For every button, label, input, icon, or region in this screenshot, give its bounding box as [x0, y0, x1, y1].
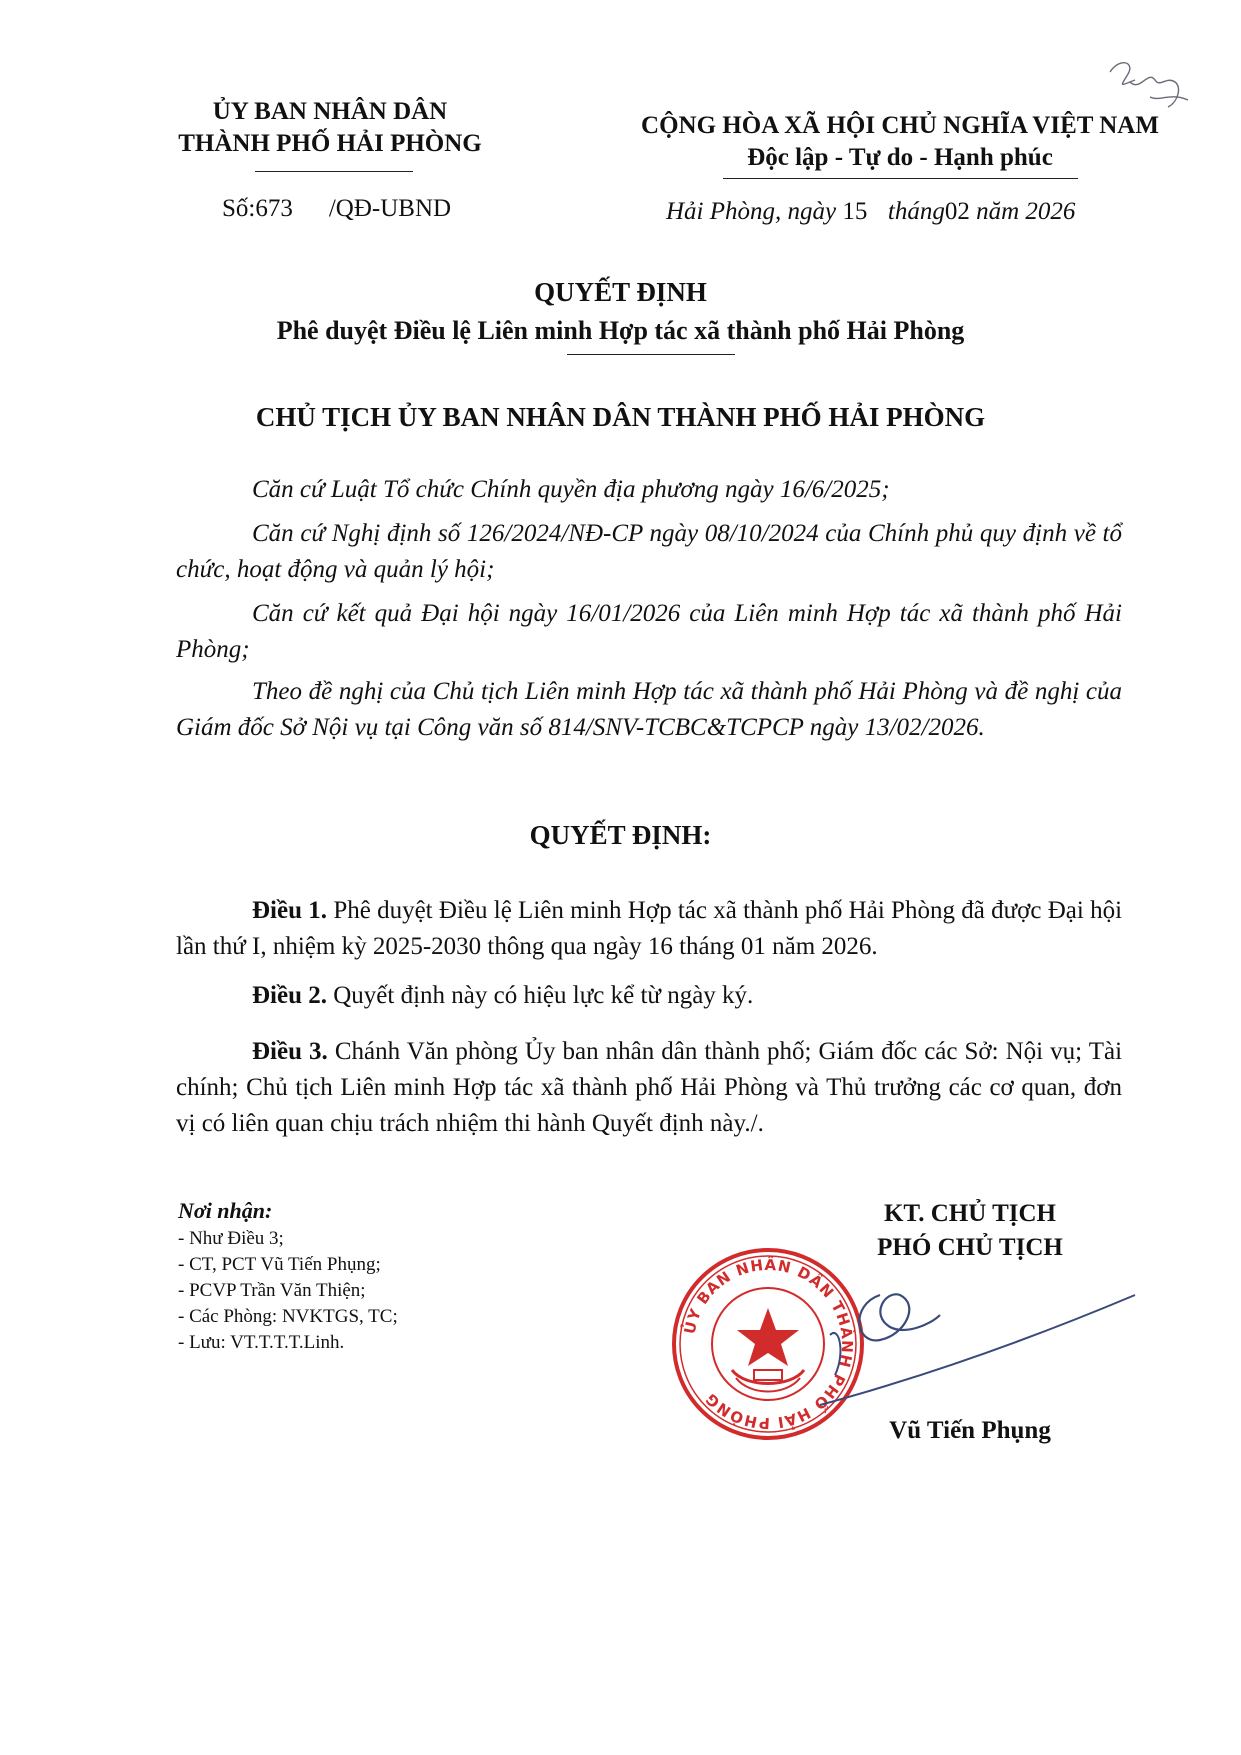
date-month-label: tháng	[887, 198, 945, 225]
ground-1: Căn cứ Luật Tổ chức Chính quyền địa phương ngày 16/6/2025;	[252, 476, 890, 503]
recipients-title: Nơi nhận:	[178, 1198, 273, 1223]
article-2	[176, 978, 1122, 1014]
agency-line-1: ỦY BAN NHÂN DÂN	[212, 98, 448, 125]
document-title: QUYẾT ĐỊNH	[534, 277, 707, 307]
signatory-name: Vũ Tiến Phụng	[889, 1417, 1051, 1444]
motto-line-2: Độc lập - Tự do - Hạnh phúc	[747, 144, 1053, 171]
document-subject: Phê duyệt Điều lệ Liên minh Hợp tác xã thành phố Hải Phòng	[276, 316, 965, 345]
motto-line-1: CỘNG HÒA XÃ HỘI CHỦ NGHĨA VIỆT NAM	[641, 112, 1159, 139]
number-suffix: /QĐ-UBND	[328, 195, 452, 222]
motto-underline	[723, 178, 1078, 179]
ground-4: Theo đề nghị của Chủ tịch Liên minh Hợp tác xã thành phố Hải Phòng và đề nghị của Giám đốc Sở Nội vụ tại Công văn số 814/SNV-TCBC&TCPCP ngày 13/02/2026.	[176, 678, 1122, 741]
recipient-item: - Các Phòng: NVKTGS, TC;	[178, 1306, 398, 1327]
agency-name	[150, 96, 510, 160]
article-2-label: Điều 2.	[252, 982, 327, 1009]
article-2-text: Quyết định này có hiệu lực kể từ ngày ký.	[333, 982, 754, 1009]
recipient-item: - CT, PCT Vũ Tiến Phụng;	[178, 1254, 381, 1275]
number-value: 673	[255, 195, 293, 222]
article-1	[176, 893, 1122, 965]
initials-scribble	[1100, 52, 1195, 122]
recipients-block	[178, 1196, 598, 1356]
article-3-label: Điều 3.	[252, 1038, 328, 1065]
issuing-authority: CHỦ TỊCH ỦY BAN NHÂN DÂN THÀNH PHỐ HẢI PHÒNG	[255, 402, 986, 432]
signature-on-behalf: KT. CHỦ TỊCH	[883, 1200, 1057, 1227]
recipient-item: - PCVP Trần Văn Thiện;	[178, 1280, 366, 1301]
recipient-item: - Như Điều 3;	[178, 1228, 284, 1249]
document-number	[222, 193, 451, 225]
date-place: Hải Phòng, ngày	[666, 198, 837, 225]
ground-2: Căn cứ Nghị định số 126/2024/NĐ-CP ngày 08/10/2024 của Chính phủ quy định về tổ chức, hoạt động và quản lý hội;	[176, 520, 1122, 583]
document-date	[666, 196, 1075, 228]
date-day: 15	[842, 198, 868, 225]
recipient-item: - Lưu: VT.T.T.T.Linh.	[178, 1332, 345, 1353]
subject-underline	[567, 354, 735, 355]
number-prefix: Số:	[222, 195, 256, 222]
article-3-text: Chánh Văn phòng Ủy ban nhân dân thành phố; Giám đốc các Sở: Nội vụ; Tài chính; Chủ tịch Liên minh Hợp tác xã thành phố Hải Phòng và Thủ trưởng các cơ quan, đơn vị có liên quan chịu trách nhiệm thi hành Quyết định này./.	[176, 1038, 1123, 1137]
agency-underline	[255, 171, 413, 172]
article-1-text: Phê duyệt Điều lệ Liên minh Hợp tác xã thành phố Hải Phòng đã được Đại hội lần thứ I, nhiệm kỳ 2025-2030 thông qua ngày 16 tháng 01 năm 2026.	[176, 897, 1123, 960]
agency-line-2: THÀNH PHỐ HẢI PHÒNG	[178, 130, 482, 157]
ground-3: Căn cứ kết quả Đại hội ngày 16/01/2026 của Liên minh Hợp tác xã thành phố Hải Phòng;	[176, 600, 1122, 663]
article-1-label: Điều 1.	[252, 897, 328, 924]
handwritten-signature	[810, 1265, 1150, 1415]
seal-star-icon	[737, 1308, 799, 1366]
signature-position: PHÓ CHỦ TỊCH	[877, 1234, 1063, 1261]
article-3	[176, 1034, 1122, 1142]
date-month: 02	[944, 198, 970, 225]
decision-heading: QUYẾT ĐỊNH:	[529, 820, 712, 850]
seal-text: ỦY BAN NHÂN DÂN THÀNH PHỐ HẢI PHÒNG	[680, 1255, 857, 1433]
date-year: năm 2026	[976, 198, 1076, 225]
